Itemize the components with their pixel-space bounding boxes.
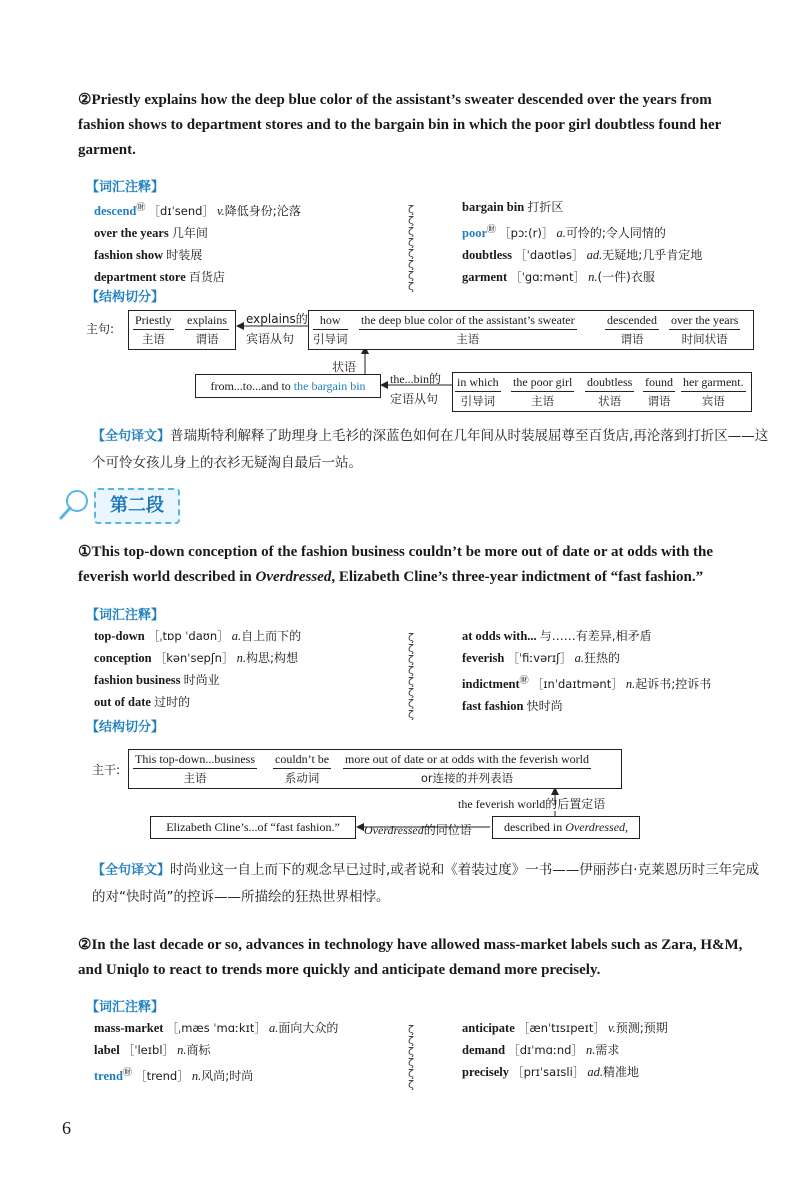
diagram-lead: 主句: [86, 322, 115, 336]
vocab-item: doubtless ［ˈdaʊtləs］ ad.无疑地;几乎肯定地 [462, 248, 703, 263]
vocab-list-left-3 [94, 1017, 414, 1087]
fw-label: the feverish world的后置定语 [458, 797, 606, 811]
vocab-list-right-2 [462, 625, 772, 717]
vocab-item: at odds with... 与……有差异,相矛盾 [462, 629, 652, 643]
vocab-item: mass-market ［ˌmæs ˈmɑːkɪt］ a.面向大众的 [94, 1021, 339, 1035]
vocab-item: top-down ［ˌtɒp ˈdaʊn］ a.自上而下的 [94, 629, 302, 643]
vocab-list-right-3 [462, 1017, 772, 1083]
vocab-item: feverish ［ˈfiːvərɪʃ］ a.狂热的 [462, 651, 621, 665]
vocab-item: fast fashion 快时尚 [462, 699, 563, 714]
attributive-clause-box [452, 372, 752, 412]
vocab-item: descend㊖ ［dɪˈsend］ v.降低身份;沦落 [94, 202, 301, 219]
vocab-item: poor㊖ ［pɔː(r)］ a.可怜的;令人同情的 [462, 224, 666, 241]
main-clause-box [128, 310, 236, 350]
magnifier-icon [58, 488, 92, 522]
cell-couldnt: couldn’t be 系动词 [275, 752, 330, 785]
vocab-list-right [462, 196, 772, 288]
struct-tag: 【结构切分】 [86, 290, 165, 305]
described-box: described in Overdressed, [492, 816, 640, 839]
vocab-list-left-2 [94, 625, 414, 713]
structure-diagram-1 [0, 300, 800, 415]
vocab-item: indictment㊖ ［ɪnˈdaɪtmənt］ n.起诉书;控诉书 [462, 675, 712, 692]
cell-poorgirl: the poor girl 主语 [513, 375, 573, 408]
vocab-tag-3: 【词汇注释】 [86, 1000, 165, 1015]
sentence-p2-2: ②In the last decade or so, advances in technology have allowed mass-market labels such as Zara, H&M, and Uniqlo to react to trends more quickly and anticipate demand more precisely. [78, 937, 743, 978]
bin-label-2: 定语从句 [390, 392, 439, 406]
cell-subject: the deep blue color of the assistant’s sweater 主语 [361, 313, 575, 346]
appos-label: Overdressed的同位语 [364, 823, 472, 837]
cell-hergarment: her garment. 宾语 [683, 375, 744, 408]
explains-label-2: 宾语从句 [246, 332, 295, 346]
vocab-item: over the years 几年间 [94, 226, 208, 241]
struct-tag-2: 【结构切分】 [86, 720, 165, 735]
vocab-item: department store 百货店 [94, 270, 225, 285]
vocab-item: fashion business 时尚业 [94, 673, 220, 687]
section-title: 第二段 [94, 488, 180, 524]
translation-1: 【全句译文】普瑞斯特利解释了助理身上毛衫的深蓝色如何在几年间从时装展屈尊至百货店,再沦落到打折区——这个可怜女孩儿身上的衣衫无疑淘自最后一站。 [92, 428, 769, 471]
from-box: from...to...and to the bargain bin [195, 374, 381, 398]
cell-found: found 谓语 [645, 375, 673, 408]
vocab-tag-2: 【词汇注释】 [86, 608, 165, 623]
cell-doubtless: doubtless 状语 [587, 375, 633, 408]
page-number: 6 [62, 1118, 71, 1138]
cell-descended: descended 谓语 [607, 313, 657, 346]
trans-tag-2: 【全句译文】 [92, 863, 171, 878]
main-stem-box [128, 749, 622, 789]
vocab-item: out of date 过时的 [94, 695, 191, 709]
trans-tag: 【全句译文】 [92, 429, 171, 444]
sentence-number: ② [78, 92, 92, 108]
wave-divider-2: ζ ζ ζ ζ ζ ζ ζ ζ [408, 631, 414, 721]
sentence-text: Priestly explains how the deep blue color of the assistant’s sweater descended over the years from fashion shows to department stores and to the bargain bin in which the poor girl doubtless found her garment. [78, 92, 722, 158]
vocab-list-left [94, 196, 414, 288]
translation-2: 【全句译文】时尚业这一自上而下的观念早已过时,或者说和《着装过度》一书——伊丽莎白·克莱恩历时三年完成的对“快时尚”的控诉——所描绘的狂热世界相悖。 [92, 862, 760, 905]
vocab-item: fashion show 时装展 [94, 248, 203, 263]
vocab-item: conception ［kənˈsepʃn］ n.构思;构想 [94, 651, 299, 665]
vocab-item: garment ［ˈgɑːmənt］ n.(一件)衣服 [462, 270, 655, 285]
adverbial-label: 状语 [332, 360, 357, 374]
diagram2-lead: 主干: [92, 763, 121, 777]
vocab-tag: 【词汇注释】 [86, 180, 165, 195]
wave-divider-3: ζ ζ ζ ζ ζ ζ [408, 1023, 414, 1091]
bin-label-1: the...bin的 [390, 372, 441, 386]
vocab-item: label ［ˈleɪbl］ n.商标 [94, 1043, 211, 1057]
sentence-2 [78, 88, 758, 163]
cell-how: how 引导词 [313, 313, 348, 346]
cell-explains: explains 谓语 [187, 313, 227, 346]
cell-priestly: Priestly 主语 [135, 313, 172, 346]
explains-label-1: explains的 [246, 312, 308, 326]
vocab-item: anticipate ［ænˈtɪsɪpeɪt］ v.预测;预期 [462, 1021, 668, 1035]
cell-subj: This top-down...business 主语 [135, 752, 255, 785]
vocab-item: precisely ［prɪˈsaɪsli］ ad.精准地 [462, 1065, 640, 1079]
vocab-item: trend㊖ ［trend］ n.风尚;时尚 [94, 1067, 254, 1084]
cell-inwhich: in which 引导词 [457, 375, 499, 408]
vocab-item: demand ［dɪˈmɑːnd］ n.需求 [462, 1043, 620, 1057]
eliz-box: Elizabeth Cline’s...of “fast fashion.” [150, 816, 356, 839]
cell-overyears: over the years 时间状语 [671, 313, 739, 346]
wave-divider: ζ ζ ζ ζ ζ ζ ζ ζ [408, 203, 414, 293]
cell-pred: more out of date or at odds with the feverish world or连接的并列表语 [345, 752, 589, 785]
object-clause-box [308, 310, 754, 350]
structure-diagram-2 [0, 745, 800, 845]
vocab-item: bargain bin 打折区 [462, 200, 564, 214]
sentence-p2-1: ①This top-down conception of the fashion business couldn’t be more out of date or at odds with the feverish world described in Overdressed, Elizabeth Cline’s three-year indictment of “fast fashion.” [78, 544, 714, 585]
